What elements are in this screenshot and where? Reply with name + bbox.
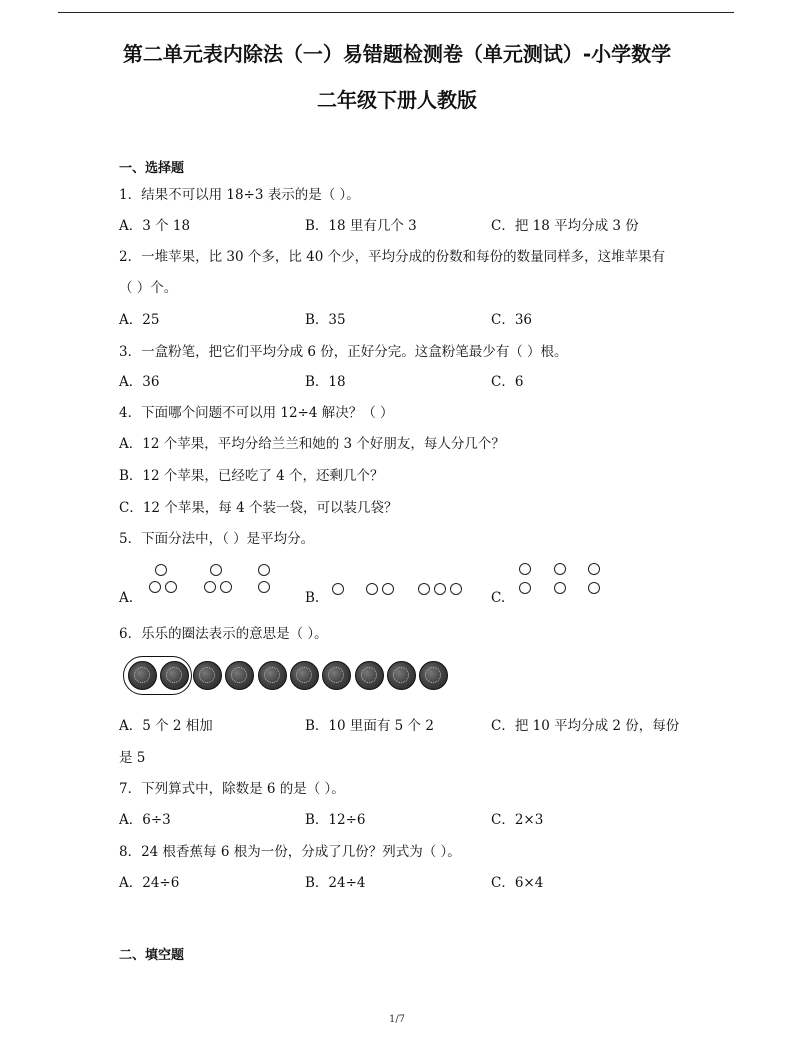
question-7: 7．下列算式中，除数是 6 的是（ ）。 <box>119 781 345 797</box>
q5-option-b: B. <box>305 590 320 606</box>
circle-shape <box>165 581 177 593</box>
q1-option-a: A．3 个 18 <box>119 218 191 234</box>
section-heading-choice: 一、选择题 <box>119 161 185 176</box>
q4-option-a: A．12 个苹果，平均分给兰兰和她的 3 个好朋友，每人分几个？ <box>119 436 505 452</box>
q8-option-b: B．24÷4 <box>305 875 366 891</box>
circle-shape <box>332 583 344 595</box>
coin-image <box>355 661 384 690</box>
q8-option-a: A．24÷6 <box>119 875 180 891</box>
page-number: 1/7 <box>388 1014 406 1025</box>
header-rule <box>58 12 734 13</box>
circle-shape <box>519 563 531 575</box>
q2-option-c: C．36 <box>491 312 533 328</box>
q3-option-a: A．36 <box>119 374 160 390</box>
q5-option-a: A. <box>119 590 134 606</box>
q6-option-c-cont: 是 5 <box>119 750 146 766</box>
q1-option-c: C．把 18 平均分成 3 份 <box>491 218 639 234</box>
circle-shape <box>434 583 446 595</box>
coin-image <box>290 661 319 690</box>
q7-option-b: B．12÷6 <box>305 812 366 828</box>
question-4: 4．下面哪个问题不可以用 12÷4 解决？（ ） <box>119 405 394 421</box>
question-8: 8．24 根香蕉每 6 根为一份，分成了几份？列式为（ ）。 <box>119 844 461 860</box>
circled-group <box>123 656 192 695</box>
q4-option-c: C．12 个苹果，每 4 个装一袋，可以装几袋？ <box>119 500 398 516</box>
coin-image <box>419 661 448 690</box>
q2-option-b: B．35 <box>305 312 346 328</box>
q6-option-c: C．把 10 平均分成 2 份，每份 <box>491 718 680 734</box>
question-2: 2．一堆苹果，比 30 个多，比 40 个少，平均分成的份数和每份的数量同样多，这堆苹果有 <box>119 249 666 265</box>
q7-option-a: A．6÷3 <box>119 812 171 828</box>
circle-shape <box>418 583 430 595</box>
q1-option-b: B．18 里有几个 3 <box>305 218 417 234</box>
q5-option-c: C. <box>491 590 506 606</box>
circle-shape <box>258 581 270 593</box>
circle-shape <box>450 583 462 595</box>
q3-option-b: B．18 <box>305 374 346 390</box>
q4-option-b: B．12 个苹果，已经吃了 4 个，还剩几个？ <box>119 468 384 484</box>
page-subtitle: 二年级下册人教版 <box>317 88 477 112</box>
circle-shape <box>588 563 600 575</box>
circle-shape <box>210 564 222 576</box>
circle-shape <box>258 564 270 576</box>
circle-shape <box>519 582 531 594</box>
circle-shape <box>149 581 161 593</box>
q6-option-b: B．10 里面有 5 个 2 <box>305 718 434 734</box>
coin-image <box>193 661 222 690</box>
question-2-cont: （ ）个。 <box>119 280 178 296</box>
section-heading-fill: 二、填空题 <box>119 948 185 963</box>
question-1: 1．结果不可以用 18÷3 表示的是（ ）。 <box>119 187 360 203</box>
coin-image <box>387 661 416 690</box>
circle-shape <box>220 581 232 593</box>
page-title: 第二单元表内除法（一）易错题检测卷（单元测试）-小学数学 <box>122 42 672 66</box>
circle-shape <box>155 564 167 576</box>
question-6: 6．乐乐的圈法表示的意思是（ ）。 <box>119 626 328 642</box>
circle-shape <box>366 583 378 595</box>
coin-image <box>225 661 254 690</box>
question-3: 3．一盒粉笔，把它们平均分成 6 份，正好分完。这盒粉笔最少有（ ）根。 <box>119 344 568 360</box>
coin-image <box>322 661 351 690</box>
q3-option-c: C．6 <box>491 374 524 390</box>
circle-shape <box>554 563 566 575</box>
q8-option-c: C．6×4 <box>491 875 544 891</box>
coin-image <box>258 661 287 690</box>
circle-shape <box>554 582 566 594</box>
circle-shape <box>204 581 216 593</box>
q7-option-c: C．2×3 <box>491 812 544 828</box>
question-5: 5．下面分法中，（ ）是平均分。 <box>119 531 315 547</box>
q6-option-a: A．5 个 2 相加 <box>119 718 213 734</box>
circle-shape <box>588 582 600 594</box>
circle-shape <box>382 583 394 595</box>
q2-option-a: A．25 <box>119 312 160 328</box>
